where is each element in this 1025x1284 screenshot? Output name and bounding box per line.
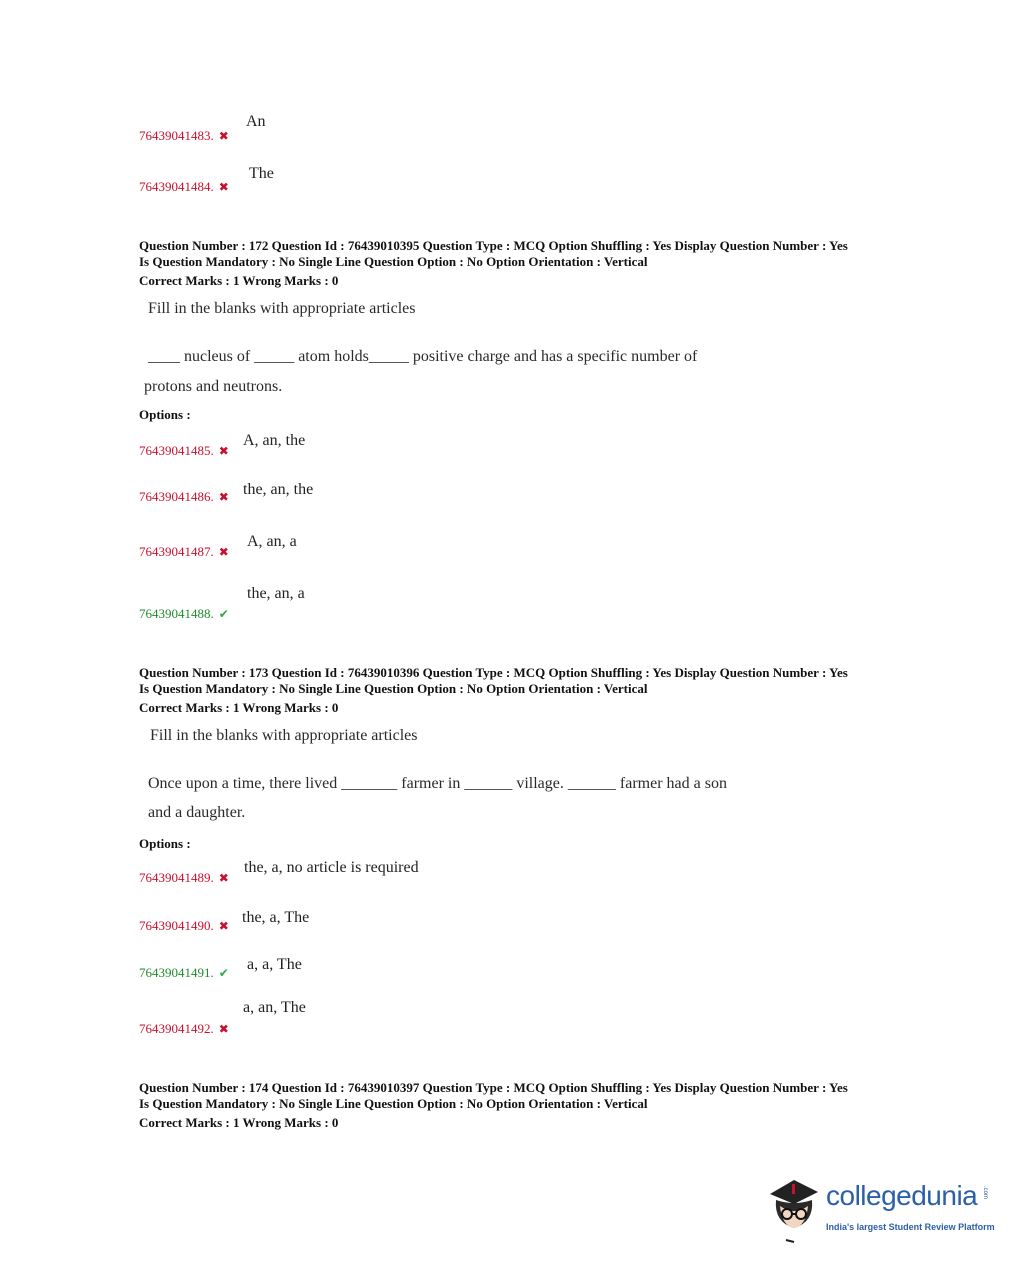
logo-suffix: .com (982, 1186, 988, 1200)
option-id-label: 76439041484. (139, 179, 214, 194)
question-text: ____ nucleus of _____ atom holds_____ positive charge and has a specific number of (148, 348, 698, 365)
option-id-label: 76439041487. (139, 544, 214, 559)
option-text: A, an, the (243, 432, 306, 449)
options-label: Options : (139, 407, 191, 422)
option-text: The (249, 165, 274, 182)
option-id (139, 489, 229, 505)
check-icon: ✔ (218, 607, 229, 621)
question-text: protons and neutrons. (144, 378, 283, 395)
options-label: Options : (139, 836, 191, 851)
option-text: A, an, a (247, 533, 297, 550)
logo-tagline: India's largest Student Review Platform (826, 1222, 995, 1232)
question-marks: Correct Marks : 1 Wrong Marks : 0 (139, 273, 339, 288)
option-id (139, 1021, 229, 1037)
option-id-label: 76439041483. (139, 128, 214, 143)
mascot-icon (766, 1176, 824, 1246)
question-text: Once upon a time, there lived _______ farmer in ______ village. ______ farmer had a son (148, 775, 727, 792)
question-meta: Is Question Mandatory : No Single Line Question Option : No Option Orientation : Vertical (139, 254, 648, 269)
question-instruction: Fill in the blanks with appropriate articles (150, 727, 418, 744)
question-marks: Correct Marks : 1 Wrong Marks : 0 (139, 1115, 339, 1130)
cross-icon: ✖ (218, 871, 229, 885)
cross-icon: ✖ (218, 545, 229, 559)
option-id-label: 76439041488. (139, 606, 214, 621)
option-id (139, 443, 229, 459)
question-meta: Question Number : 173 Question Id : 76439010396 Question Type : MCQ Option Shuffling : Yes Display Question Number : Yes (139, 665, 848, 680)
cross-icon: ✖ (218, 180, 229, 194)
option-text: the, a, no article is required (244, 859, 419, 876)
question-instruction: Fill in the blanks with appropriate articles (148, 300, 416, 317)
option-id (139, 128, 229, 144)
option-id-label: 76439041490. (139, 918, 214, 933)
collegedunia-logo (766, 1176, 996, 1246)
option-id (139, 918, 229, 934)
option-id (139, 606, 229, 622)
option-id-label: 76439041489. (139, 870, 214, 885)
question-marks: Correct Marks : 1 Wrong Marks : 0 (139, 700, 339, 715)
cross-icon: ✖ (218, 129, 229, 143)
option-id (139, 179, 229, 195)
option-text: the, a, The (242, 909, 310, 926)
option-id-label: 76439041492. (139, 1021, 214, 1036)
option-id (139, 544, 229, 560)
option-text: the, an, a (247, 585, 305, 602)
cross-icon: ✖ (218, 444, 229, 458)
option-id-label: 76439041486. (139, 489, 214, 504)
question-meta: Question Number : 172 Question Id : 76439010395 Question Type : MCQ Option Shuffling : Yes Display Question Number : Yes (139, 238, 848, 253)
option-text: a, a, The (247, 956, 302, 973)
option-text: the, an, the (243, 481, 314, 498)
option-id-label: 76439041485. (139, 443, 214, 458)
check-icon: ✔ (218, 966, 229, 980)
question-meta: Question Number : 174 Question Id : 76439010397 Question Type : MCQ Option Shuffling : Yes Display Question Number : Yes (139, 1080, 848, 1095)
cross-icon: ✖ (218, 490, 229, 504)
logo-wordmark: collegedunia (826, 1180, 978, 1211)
option-text: a, an, The (243, 999, 306, 1016)
cross-icon: ✖ (218, 919, 229, 933)
option-id-label: 76439041491. (139, 965, 214, 980)
question-meta: Is Question Mandatory : No Single Line Question Option : No Option Orientation : Vertical (139, 681, 648, 696)
option-text: An (246, 113, 266, 130)
cross-icon: ✖ (218, 1022, 229, 1036)
option-id (139, 870, 229, 886)
question-meta: Is Question Mandatory : No Single Line Question Option : No Option Orientation : Vertical (139, 1096, 648, 1111)
option-id (139, 965, 229, 981)
question-text: and a daughter. (148, 804, 246, 821)
